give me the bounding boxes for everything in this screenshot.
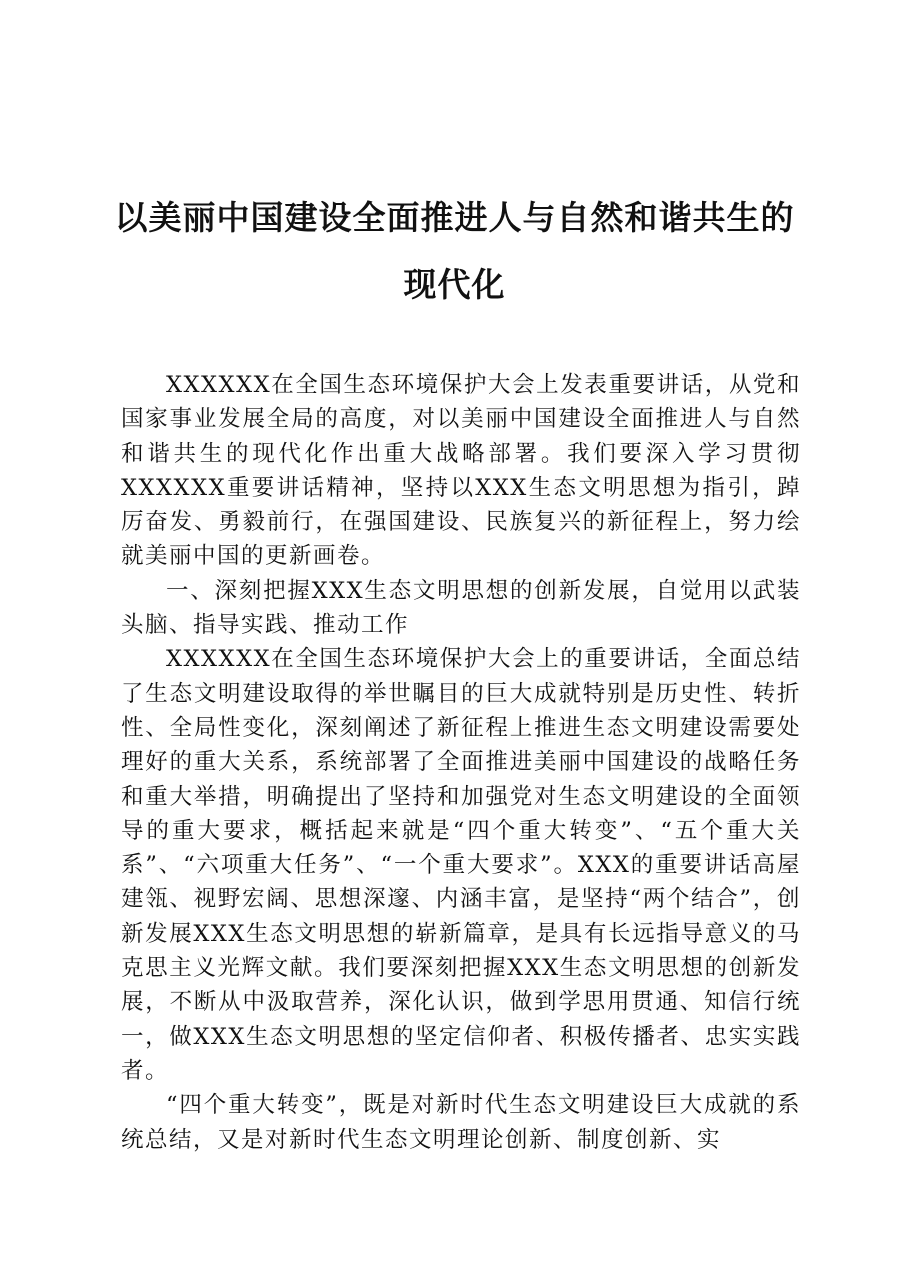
document-body xyxy=(121,368,801,1157)
paragraph-speech-summary: XXXXXX在全国生态环境保护大会上的重要讲话，全面总结了生态文明建设取得的举世瞩目的巨大成就特别是历史性、转折性、全局性变化，深刻阐述了新征程上推进生态文明建设需要处理好的重大关系，系统部署了全面推进美丽中国建设的战略任务和重大举措，明确提出了坚持和加强党对生态文明建设的全面领导的重大要求，概括起来就是“四个重大转变”、“五个重大关系”、“六项重大任务”、“一个重大要求”。XXX的重要讲话高屋建瓴、视野宏阔、思想深邃、内涵丰富，是坚持“两个结合”，创新发展XXX生态文明思想的崭新篇章，是具有长远指导意义的马克思主义光辉文献。我们要深刻把握XXX生态文明思想的创新发展，不断从中汲取营养，深化认识，做到学思用贯通、知信行统一，做XXX生态文明思想的坚定信仰者、积极传播者、忠实实践者。 xyxy=(121,646,801,1084)
paragraph-intro: XXXXXX在全国生态环境保护大会上发表重要讲话，从党和国家事业发展全局的高度，对以美丽中国建设全面推进人与自然和谐共生的现代化作出重大战略部署。我们要深入学习贯彻XXXXXX重要讲话精神，坚持以XXX生态文明思想为指引，踔厉奋发、勇毅前行，在强国建设、民族复兴的新征程上，努力绘就美丽中国的更新画卷。 xyxy=(121,372,801,570)
document-title-line-1: 以美丽中国建设全面推进人与自然和谐共生的 xyxy=(114,198,795,237)
section-heading-1: 一、深刻把握XXX生态文明思想的创新发展，自觉用以武装头脑、指导实践、推动工作 xyxy=(121,577,801,639)
document-title-line-2: 现代化 xyxy=(403,265,506,304)
paragraph-four-transformations: “四个重大转变”，既是对新时代生态文明建设巨大成就的系统总结，又是对新时代生态文明理论创新、制度创新、实 xyxy=(121,1092,801,1153)
